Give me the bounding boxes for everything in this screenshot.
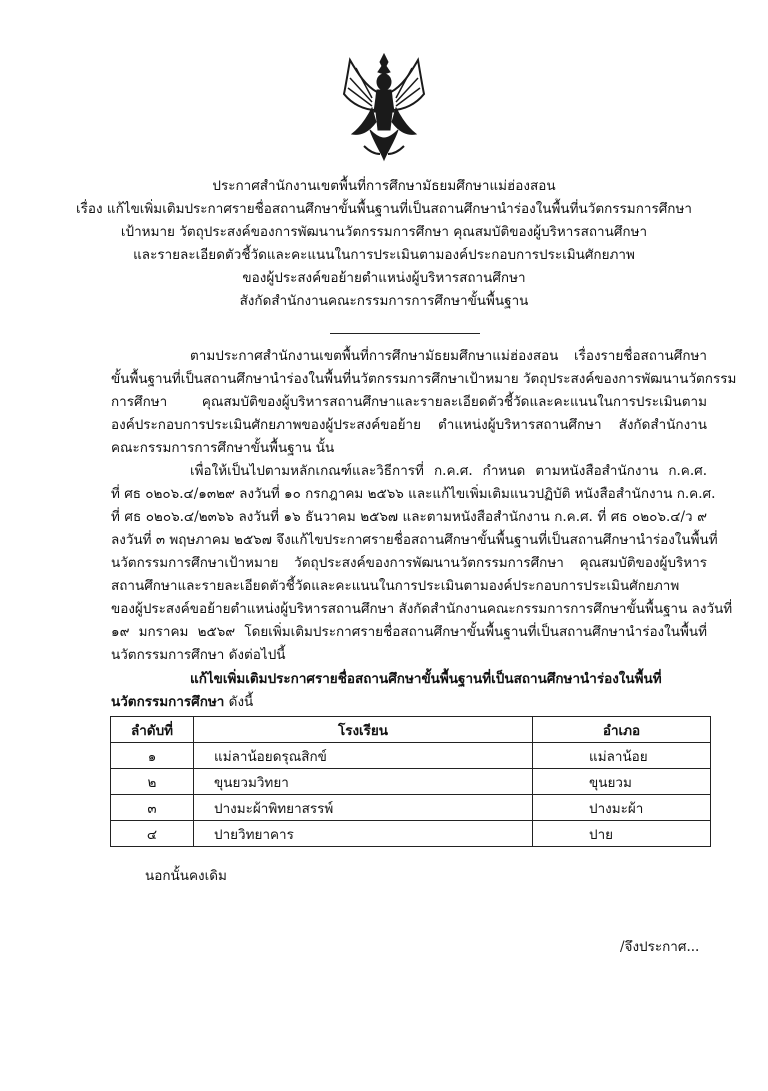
subject-line-5: สังกัดสำนักงานคณะกรรมการการศึกษาขั้นพื้นฐาน — [239, 293, 529, 309]
subject-line-4: ของผู้ประสงค์ขอย้ายตำแหน่งผู้บริหารสถานศึกษา — [242, 270, 526, 286]
subject-line-3: และรายละเอียดตัวชี้วัดและคะแนนในการประเมินตามองค์ประกอบการประเมินศักยภาพ — [133, 247, 635, 263]
row-order: ๑ — [111, 743, 194, 769]
row-order: ๔ — [111, 821, 194, 847]
table-heading-line-1: แก้ไขเพิ่มเติมประกาศรายชื่อสถานศึกษาขั้นพื้นฐานที่เป็นสถานศึกษานำร่องในพื้นที่ — [190, 671, 662, 687]
garuda-emblem-icon — [336, 50, 432, 164]
continuation-marker: /จึงประกาศ... — [620, 939, 700, 955]
subject-line-1: เรื่อง แก้ไขเพิ่มเติมประกาศรายชื่อสถานศึกษาขั้นพื้นฐานที่เป็นสถานศึกษานำร่องในพื้นที่นวัตกรรมการศึกษา — [76, 201, 692, 217]
table-heading-tail-text: ดังนี้ — [224, 694, 254, 710]
row-order: ๒ — [111, 769, 194, 795]
paragraph2-line: ที่ ศธ ๐๒๐๖.๔/๒๓๖๖ ลงวันที่ ๑๖ ธันวาคม ๒๕๖๗ และตามหนังสือสำนักงาน ก.ค.ศ. ที่ ศธ ๐๒๐๖.๔/ว ๙ — [111, 509, 707, 525]
table-header-row — [111, 717, 711, 743]
row-school: ขุนยวมวิทยา — [194, 769, 533, 795]
table-row — [111, 743, 711, 769]
row-district: ปาย — [533, 821, 711, 847]
column-header-order: ลำดับที่ — [111, 717, 194, 743]
row-district: ขุนยวม — [533, 769, 711, 795]
table-row — [111, 821, 711, 847]
column-header-district: อำเภอ — [533, 717, 711, 743]
paragraph2-line: ของผู้ประสงค์ขอย้ายตำแหน่งผู้บริหารสถานศึกษา สังกัดสำนักงานคณะกรรมการการศึกษาขั้นพื้นฐาน ลงวันที่ — [111, 601, 733, 617]
paragraph1-line: องค์ประกอบการประเมินศักยภาพของผู้ประสงค์ขอย้าย ตำแหน่งผู้บริหารสถานศึกษา สังกัดสำนักงาน — [111, 417, 707, 433]
table-heading-line-2 — [111, 692, 253, 712]
paragraph2-line: เพื่อให้เป็นไปตามหลักเกณฑ์และวิธีการที่ ก.ค.ศ. กำหนด ตามหนังสือสำนักงาน ก.ค.ศ. — [190, 463, 707, 479]
paragraph1-line: การศึกษา คุณสมบัติของผู้บริหารสถานศึกษาและรายละเอียดตัวชี้วัดและคะแนนในการประเมินตาม — [111, 394, 707, 410]
paragraph1-line: ตามประกาศสำนักงานเขตพื้นที่การศึกษามัธยมศึกษาแม่ฮ่องสอน เรื่องรายชื่อสถานศึกษา — [190, 348, 707, 364]
table-heading-bold-text: นวัตกรรมการศึกษา — [111, 694, 225, 710]
paragraph1-line: คณะกรรมการการศึกษาขั้นพื้นฐาน นั้น — [111, 440, 335, 456]
paragraph1-line: ขั้นพื้นฐานที่เป็นสถานศึกษานำร่องในพื้นที่นวัตกรรมการศึกษาเป้าหมาย วัตถุประสงค์ของการพัฒนานวัตกรรม — [111, 371, 737, 387]
subject-line-2: เป้าหมาย วัตถุประสงค์ของการพัฒนานวัตกรรมการศึกษา คุณสมบัติของผู้บริหารสถานศึกษา — [120, 224, 648, 240]
row-school: ปางมะผ้าพิทยาสรรพ์ — [194, 795, 533, 821]
paragraph2-line: ลงวันที่ ๓ พฤษภาคม ๒๕๖๗ จึงแก้ไขประกาศรายชื่อสถานศึกษาขั้นพื้นฐานที่เป็นสถานศึกษานำร่องในพื้นที่ — [111, 532, 718, 548]
column-header-school: โรงเรียน — [194, 717, 533, 743]
paragraph2-line: ที่ ศธ ๐๒๐๖.๔/๑๓๒๙ ลงวันที่ ๑๐ กรกฎาคม ๒๕๖๖ และแก้ไขเพิ่มเติมแนวปฏิบัติ หนังสือสำนักงาน ก.ค.ศ. — [111, 486, 716, 502]
schools-table — [110, 716, 711, 847]
row-district: แม่ลาน้อย — [533, 743, 711, 769]
table-row — [111, 795, 711, 821]
paragraph2-line: นวัตกรรมการศึกษาเป้าหมาย วัตถุประสงค์ของการพัฒนานวัตกรรมการศึกษา คุณสมบัติของผู้บริหาร — [111, 555, 707, 571]
header-divider — [330, 333, 480, 334]
paragraph2-line: นวัตกรรมการศึกษา ดังต่อไปนี้ — [111, 647, 286, 663]
row-district: ปางมะผ้า — [533, 795, 711, 821]
row-order: ๓ — [111, 795, 194, 821]
paragraph2-line: สถานศึกษาและรายละเอียดตัวชี้วัดและคะแนนในการประเมินตามองค์ประกอบการประเมินศักยภาพ — [111, 578, 680, 594]
paragraph2-line: ๑๙ มกราคม ๒๕๖๙ โดยเพิ่มเติมประกาศรายชื่อสถานศึกษาขั้นพื้นฐานที่เป็นสถานศึกษานำร่องในพื้นที่ — [111, 624, 707, 640]
remainder-note: นอกนั้นคงเดิม — [145, 868, 227, 884]
row-school: ปายวิทยาคาร — [194, 821, 533, 847]
row-school: แม่ลาน้อยดรุณสิกข์ — [194, 743, 533, 769]
announcement-issuer: ประกาศสำนักงานเขตพื้นที่การศึกษามัธยมศึกษาแม่ฮ่องสอน — [212, 178, 556, 194]
table-row — [111, 769, 711, 795]
